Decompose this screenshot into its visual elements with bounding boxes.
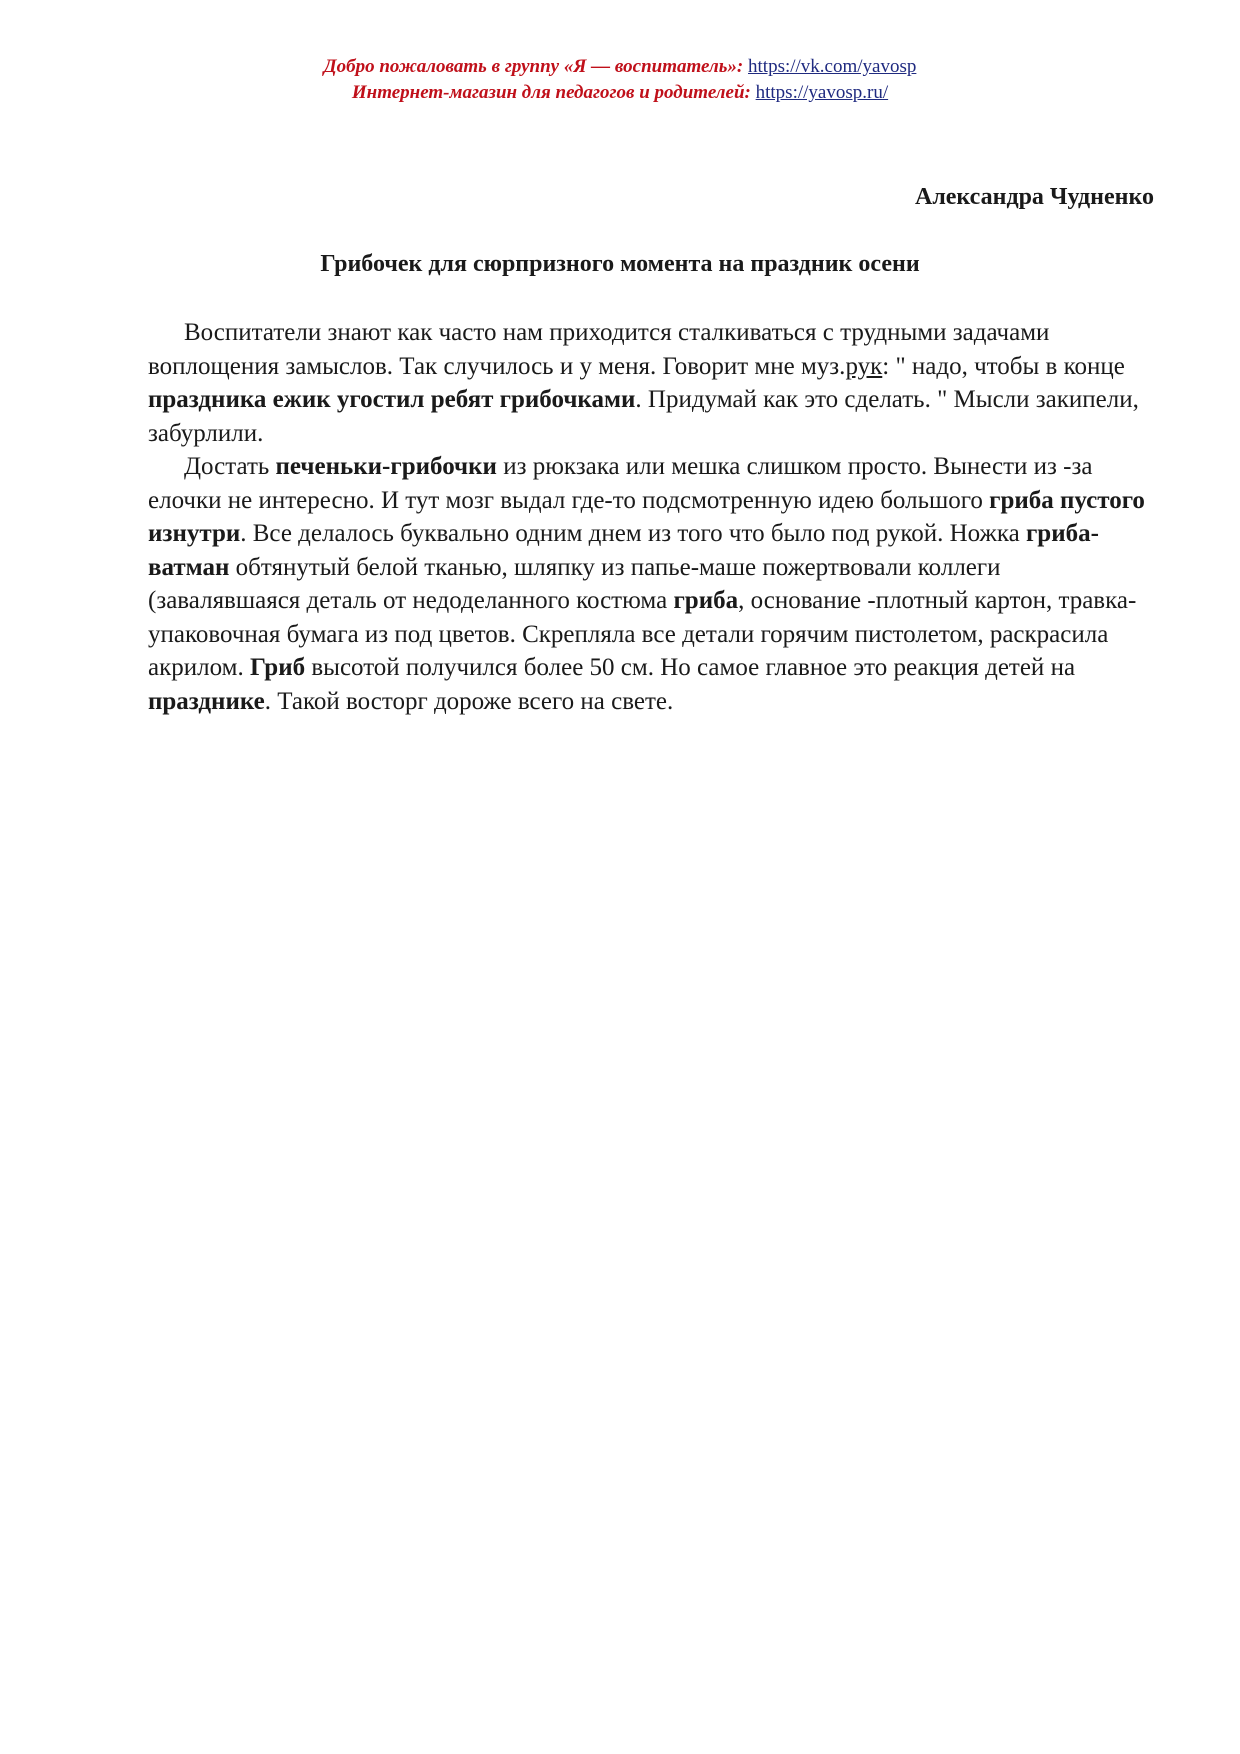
p2-bold-5: Гриб bbox=[249, 654, 306, 681]
p2-text-5: , основание -плотный картон, травка-упаковочная бумага из под цветов. Скрепляла все детали горячим пистолетом, раскрасила акрилом. bbox=[148, 587, 1137, 681]
paragraph-2 bbox=[148, 450, 1158, 718]
p1-bold-1: праздника ежик угостил ребят грибочками bbox=[148, 386, 636, 413]
p1-underlined-word: рук bbox=[845, 352, 883, 380]
promo-line-group bbox=[0, 54, 1240, 80]
p2-text-6: высотой получился более 50 см. Но самое главное это реакция детей на bbox=[305, 654, 1076, 681]
p2-text-7: . Такой восторг дороже всего на свете. bbox=[264, 687, 674, 715]
p2-bold-2: гриба пустого изнутри bbox=[148, 486, 1145, 547]
paragraph-1 bbox=[148, 316, 1158, 450]
p2-bold-6: празднике bbox=[148, 687, 265, 715]
promo-line-shop bbox=[0, 80, 1240, 106]
promo-text-group: Добро пожаловать в группу «Я — воспитатель»: bbox=[323, 56, 744, 77]
author-name: Александра Чудненко bbox=[914, 184, 1154, 210]
p1-text-3: . Придумай как это сделать. " Мысли закипели, забурлили. bbox=[148, 386, 1139, 447]
p2-bold-3: гриба-ватман bbox=[148, 520, 1099, 581]
p2-bold-4: гриба bbox=[673, 587, 739, 614]
p2-text-1: Достать bbox=[184, 453, 276, 480]
shop-link[interactable]: https://yavosp.ru/ bbox=[755, 82, 889, 103]
vk-group-link[interactable]: https://vk.com/yavosp bbox=[748, 56, 917, 77]
p1-text-2: : " надо, чтобы в конце bbox=[882, 352, 1125, 380]
article-body bbox=[148, 316, 1158, 718]
promo-header bbox=[0, 54, 1240, 106]
p1-text-1: Воспитатели знают как часто нам приходится сталкиваться с трудными задачами воплощения замыслов. Так случилось и у меня. Говорит мне муз. bbox=[148, 319, 1050, 380]
p2-bold-1: печеньки-грибочки bbox=[275, 453, 497, 480]
p2-text-3: . Все делалось буквально одним днем из того что было под рукой. Ножка bbox=[240, 520, 1026, 547]
article-title: Грибочек для сюрпризного момента на праздник осени bbox=[320, 251, 920, 277]
promo-text-shop: Интернет-магазин для педагогов и родителей: bbox=[351, 82, 751, 103]
p2-text-4: обтянутый белой тканью, шляпку из папье-маше пожертвовали коллеги (завалявшаяся деталь от недоделанного костюма bbox=[148, 553, 1001, 614]
p2-text-2: из рюкзака или мешка слишком просто. Вынести из -за елочки не интересно. И тут мозг выдал где-то подсмотренную идею большого bbox=[148, 453, 1093, 514]
